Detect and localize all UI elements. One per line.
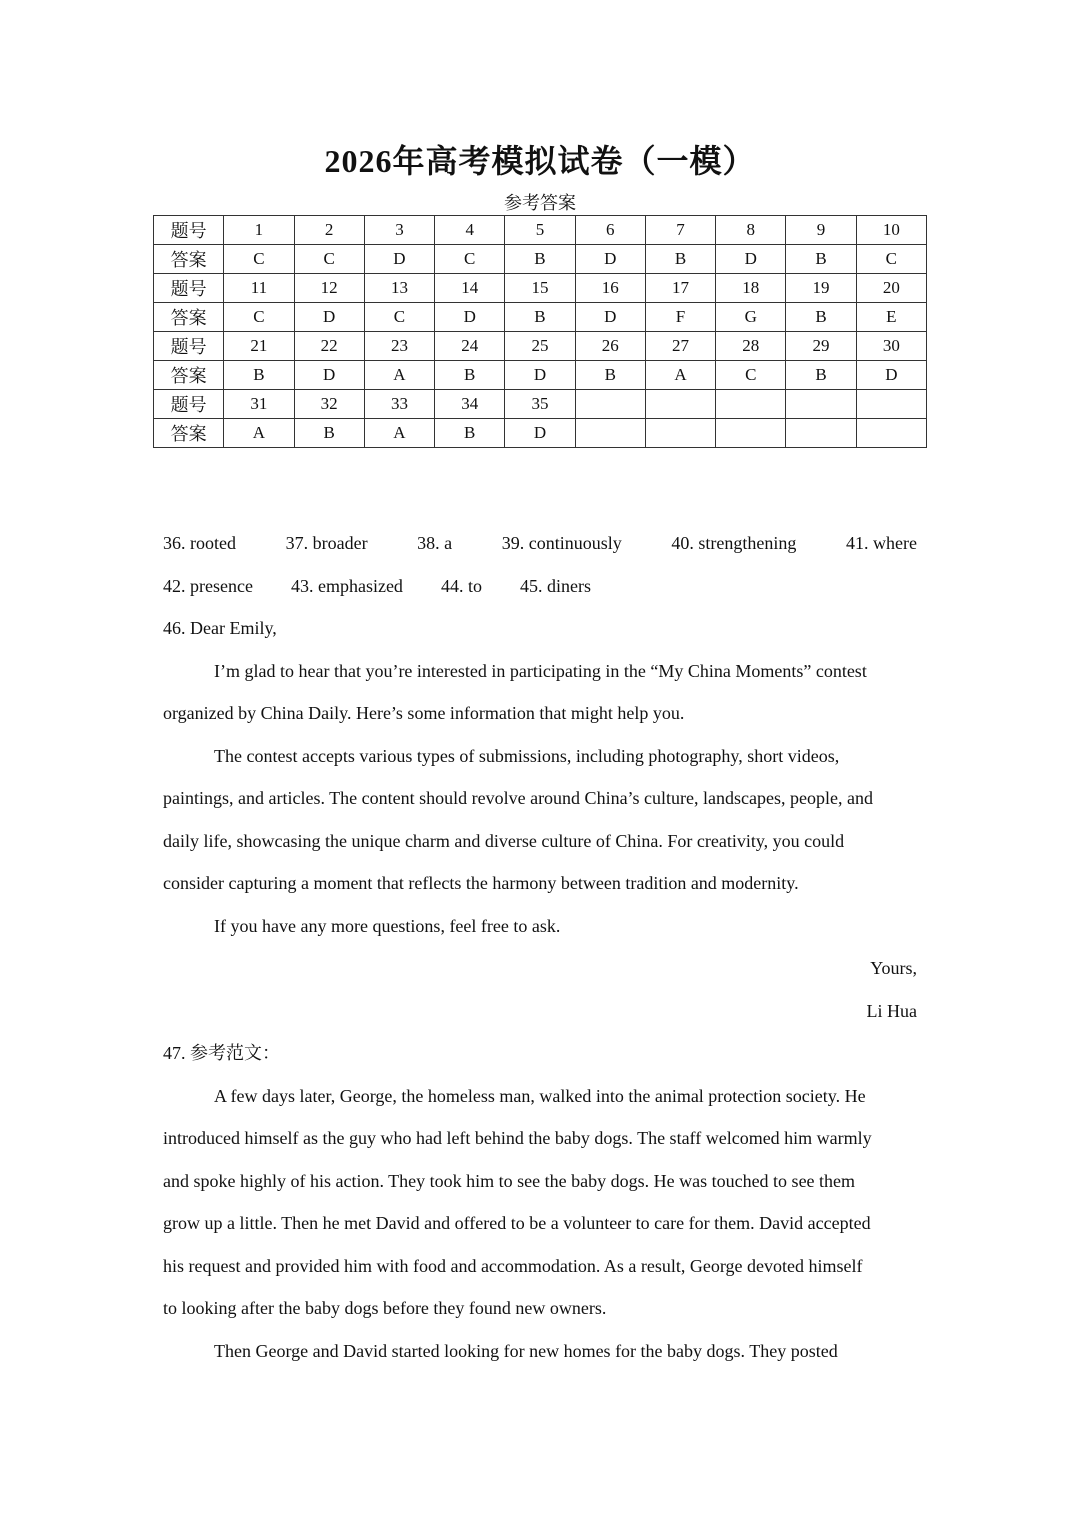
answer-cell: B [645,245,715,274]
question-number-cell: 3 [364,216,434,245]
answer-cell: C [364,303,434,332]
answer-cell: E [856,303,926,332]
text-line: introduced himself as the guy who had left behind the baby dogs. The staff welcomed him warmly [163,1128,872,1148]
answer-row [154,419,927,448]
fill-answer: 43. emphasized [290,575,403,596]
answer-cell: C [856,245,926,274]
answer-cell: G [716,303,786,332]
text-line: and spoke highly of his action. They took him to see the baby dogs. He was touched to see them [163,1170,856,1191]
page-title: 2026年高考模拟试卷（一模） [324,143,756,179]
question-number-cell: 8 [716,216,786,245]
answer-cell: B [575,361,645,390]
text-line: organized by China Daily. Here’s some information that might help you. [163,703,685,723]
fill-answer: 38. a [417,533,453,553]
answer-cell: B [435,361,505,390]
question-number-cell: 13 [364,274,434,303]
question-number-cell: 23 [364,332,434,361]
text-line: Then George and David started looking for new homes for the baby dogs. They posted [214,1340,838,1361]
q47-paragraph-2 [163,1330,917,1373]
answer-cell: A [364,419,434,448]
question-number-cell: 10 [856,216,926,245]
answer-cell: C [435,245,505,274]
question-number-cell [575,390,645,419]
answer-cell: D [435,303,505,332]
row-label: 题号 [154,274,224,303]
question-number-row [154,332,927,361]
question-number-cell: 34 [435,390,505,419]
fill-answer: 39. continuously [501,533,622,553]
answer-cell [716,419,786,448]
q46-signature: Li Hua [866,1000,917,1021]
text-line: consider capturing a moment that reflects the harmony between tradition and modernity. [163,873,799,893]
question-number-row [154,274,927,303]
question-number-cell: 26 [575,332,645,361]
fill-answers-row-1 [163,522,917,565]
answer-row [154,303,927,332]
question-number-cell: 29 [786,332,856,361]
answer-cell: B [786,245,856,274]
fill-answer: 37. broader [285,533,368,553]
question-number-cell: 15 [505,274,575,303]
question-number-cell: 22 [294,332,364,361]
question-number-cell: 27 [645,332,715,361]
question-number-cell: 35 [505,390,575,419]
text-line: A few days later, George, the homeless man, walked into the animal protection society. He [214,1085,866,1106]
question-number-cell: 5 [505,216,575,245]
q47-paragraph-1 [163,1075,917,1330]
answer-cell: A [645,361,715,390]
answer-cell: C [716,361,786,390]
answer-cell: D [575,303,645,332]
question-number-cell: 24 [435,332,505,361]
answer-cell: C [294,245,364,274]
question-number-cell: 1 [224,216,294,245]
page-subtitle: 参考答案 [504,193,576,213]
answer-cell: C [224,245,294,274]
answer-row [154,361,927,390]
answer-cell: A [224,419,294,448]
q46-paragraph-3: If you have any more questions, feel free to ask. [214,915,561,936]
question-number-cell [716,390,786,419]
answer-cell: B [435,419,505,448]
question-number-row [154,216,927,245]
question-number-cell: 6 [575,216,645,245]
fill-answer: 45. diners [519,575,591,596]
question-number-cell: 4 [435,216,505,245]
fill-answer: 41. where [845,533,917,553]
question-number-cell [645,390,715,419]
answer-cell: D [364,245,434,274]
row-label: 题号 [154,390,224,419]
question-number-cell: 30 [856,332,926,361]
question-number-cell: 32 [294,390,364,419]
question-number-cell: 19 [786,274,856,303]
answer-cell: F [645,303,715,332]
row-label: 答案 [154,303,224,332]
answer-cell: D [716,245,786,274]
answer-row [154,245,927,274]
q46-closing: Yours, [870,958,917,978]
text-line: grow up a little. Then he met David and offered to be a volunteer to care for them. David accepted [163,1213,871,1233]
q46-label: 46. Dear Emily, [163,618,277,638]
answer-cell [645,419,715,448]
answer-cell: B [505,303,575,332]
question-number-cell [786,390,856,419]
question-number-cell: 16 [575,274,645,303]
answer-cell: D [294,303,364,332]
fill-answers-row-2 [163,565,917,608]
fill-answer: 42. presence [163,575,253,596]
question-number-cell: 2 [294,216,364,245]
question-number-cell: 21 [224,332,294,361]
row-label: 答案 [154,361,224,390]
fill-answer: 40. strengthening [671,533,797,553]
question-number-cell: 12 [294,274,364,303]
answer-cell: C [224,303,294,332]
answer-cell: B [224,361,294,390]
question-number-cell: 14 [435,274,505,303]
question-number-cell: 31 [224,390,294,419]
q47-label: 47. 参考范文： [163,1043,280,1063]
row-label: 答案 [154,245,224,274]
answer-body [163,522,917,1372]
text-line: daily life, showcasing the unique charm and diverse culture of China. For creativity, you could [163,830,845,851]
text-line: his request and provided him with food and accommodation. As a result, George devoted himself [163,1255,863,1276]
fill-answer: 44. to [440,575,482,596]
answer-cell: D [505,419,575,448]
q46-paragraph-2 [163,735,917,905]
answer-cell: B [786,361,856,390]
row-label: 题号 [154,216,224,245]
answer-table [153,215,927,448]
answer-cell [856,419,926,448]
answer-cell: D [294,361,364,390]
answer-cell: B [294,419,364,448]
text-line: The contest accepts various types of submissions, including photography, short videos, [214,745,840,766]
question-number-cell: 25 [505,332,575,361]
answer-cell [575,419,645,448]
q46-paragraph-1 [163,650,917,735]
answer-cell: B [505,245,575,274]
answer-cell: D [575,245,645,274]
question-number-row [154,390,927,419]
text-line: to looking after the baby dogs before they found new owners. [163,1298,607,1318]
answer-cell [786,419,856,448]
text-line: I’m glad to hear that you’re interested in participating in the “My China Moments” contest [214,660,867,681]
fill-answer: 36. rooted [163,533,236,553]
text-line: paintings, and articles. The content should revolve around China’s culture, landscapes, people, and [163,788,873,808]
answer-cell: B [786,303,856,332]
question-number-cell [856,390,926,419]
question-number-cell: 28 [716,332,786,361]
question-number-cell: 11 [224,274,294,303]
question-number-cell: 20 [856,274,926,303]
answer-cell: A [364,361,434,390]
answer-cell: D [856,361,926,390]
row-label: 题号 [154,332,224,361]
question-number-cell: 7 [645,216,715,245]
answer-cell: D [505,361,575,390]
question-number-cell: 18 [716,274,786,303]
question-number-cell: 9 [786,216,856,245]
question-number-cell: 33 [364,390,434,419]
question-number-cell: 17 [645,274,715,303]
row-label: 答案 [154,419,224,448]
